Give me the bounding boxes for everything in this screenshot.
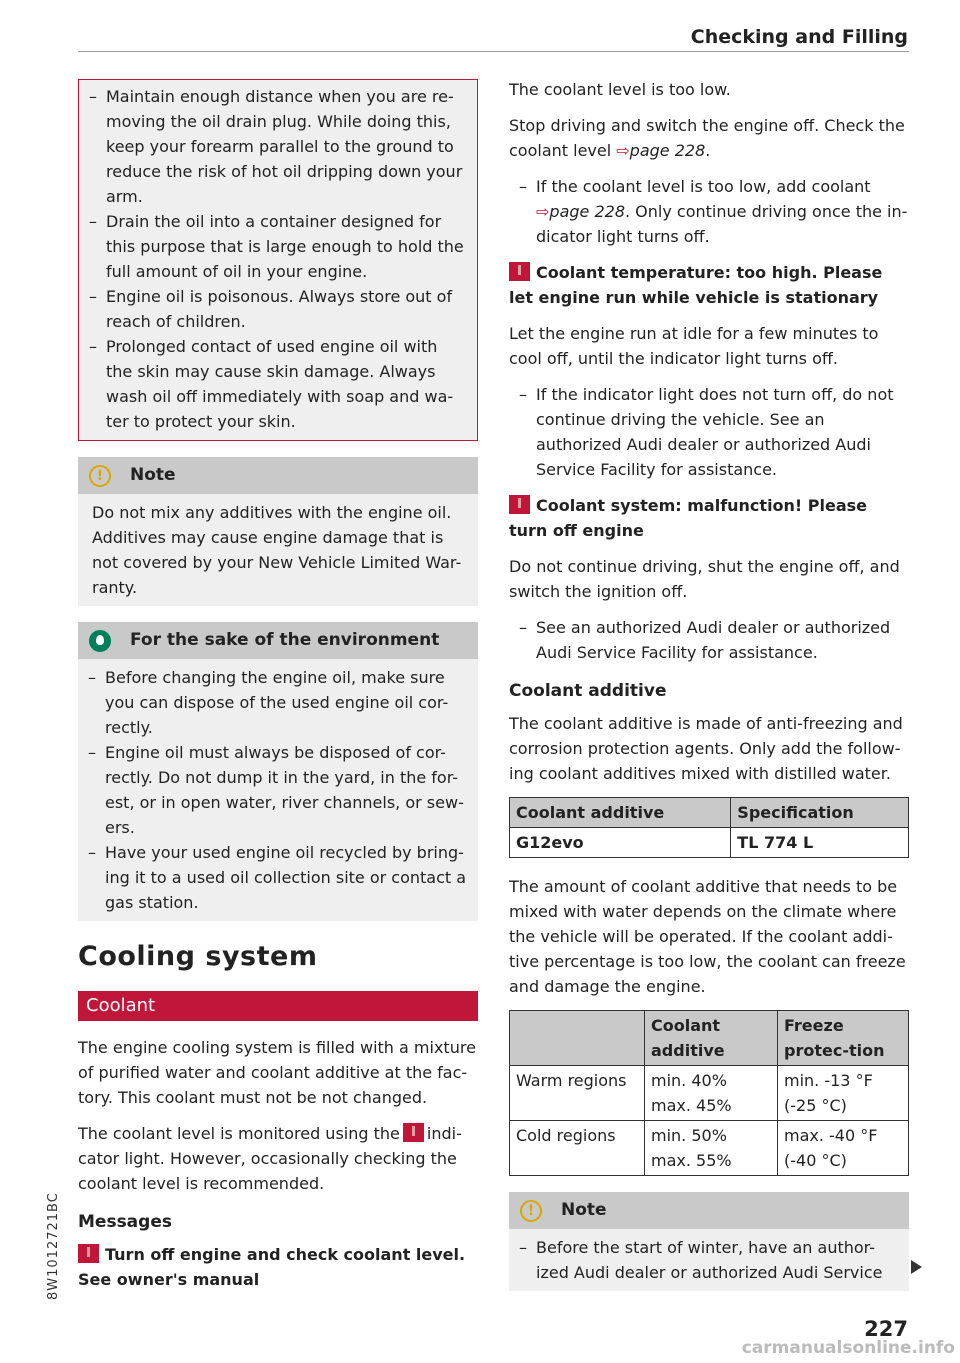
table-cell bbox=[645, 1121, 778, 1176]
coolant-subheading: Coolant bbox=[78, 991, 478, 1021]
environment-header bbox=[78, 622, 478, 659]
freeze-c: (-40 °C) bbox=[784, 1151, 847, 1170]
environment-title: For the sake of the environment bbox=[130, 630, 440, 650]
page-reference-link[interactable] bbox=[536, 202, 625, 221]
idle-paragraph: Let the engine run at idle for a few minutes to cool off, until the indicator light turns off. bbox=[509, 324, 879, 368]
page-ref-arrow-icon: ⇨ bbox=[536, 202, 550, 221]
table-row bbox=[510, 1121, 909, 1176]
note-box bbox=[78, 457, 478, 606]
freeze-protection-table bbox=[509, 1010, 909, 1176]
coolant-monitor-paragraph bbox=[78, 1121, 478, 1196]
coolant-warning-icon bbox=[509, 262, 530, 281]
message-title: Coolant temperature: too high. Please let engine run while vehicle is stationary bbox=[509, 263, 883, 307]
table-row bbox=[510, 828, 909, 858]
coolant-warning-icon bbox=[509, 495, 530, 514]
additive-min: min. 40% bbox=[651, 1071, 727, 1090]
page-ref-arrow-icon: ⇨ bbox=[616, 141, 630, 160]
environment-body bbox=[78, 659, 478, 921]
warning-item: – Drain the oil into a container designed for this purpose that is large enough to hold the full amount of oil in your engine. bbox=[79, 209, 465, 284]
page-ref-label: page 228 bbox=[549, 202, 625, 221]
section-title: Checking and Filling bbox=[690, 26, 908, 48]
mixture-paragraph: The amount of coolant additive that needs to be mixed with water depends on the climate where the vehicle will be operated. If the coolant addi-tive percentage is too low, the coolant can freeze and damage the engine. bbox=[509, 877, 906, 996]
note-body bbox=[509, 1229, 909, 1291]
messages-heading: Messages bbox=[78, 1212, 172, 1232]
shut-off-paragraph: Do not continue driving, shut the engine off, and switch the ignition off. bbox=[509, 557, 900, 601]
environment-item: – Before changing the engine oil, make sure you can dispose of the used engine oil cor-rectly. bbox=[78, 665, 468, 740]
document-code: 8W1012721BC bbox=[46, 1192, 61, 1300]
environment-item: – Engine oil must always be disposed of cor-rectly. Do not dump it in the yard, in the for-est, or in open water, river channels, or sew-ers. bbox=[78, 740, 468, 840]
note-header bbox=[78, 457, 478, 494]
warning-item: – Maintain enough distance when you are re-moving the oil drain plug. While doing this, keep your forearm parallel to the ground to reduce the risk of hot oil dripping down your arm. bbox=[79, 84, 465, 209]
warning-box bbox=[78, 79, 478, 441]
table-cell bbox=[778, 1121, 909, 1176]
table-cell bbox=[645, 1066, 778, 1121]
message-title: Coolant system: malfunction! Please turn off engine bbox=[509, 496, 868, 540]
environment-icon bbox=[89, 630, 111, 652]
page-number: 227 bbox=[864, 1317, 908, 1341]
table-cell: G12evo bbox=[510, 828, 731, 858]
message-low-coolant bbox=[78, 1242, 478, 1292]
page-ref-label: page 228 bbox=[629, 141, 706, 160]
environment-item: – Have your used engine oil recycled by bring-ing it to a used oil collection site or contact a gas station. bbox=[78, 840, 468, 915]
table-header-row bbox=[510, 1011, 909, 1066]
freeze-f: min. -13 °F bbox=[784, 1071, 873, 1090]
table-cell: Cold regions bbox=[510, 1121, 645, 1176]
additive-min: min. 50% bbox=[651, 1126, 727, 1145]
cooling-system-heading: Cooling system bbox=[78, 941, 318, 972]
table-cell bbox=[778, 1066, 909, 1121]
page-reference-link[interactable] bbox=[616, 141, 705, 160]
note-title: Note bbox=[561, 1200, 607, 1220]
note-icon: ! bbox=[89, 465, 111, 487]
freeze-c: (-25 °C) bbox=[784, 1096, 847, 1115]
coolant-additive-heading: Coolant additive bbox=[509, 681, 667, 701]
watermark: carmanualsonline.info bbox=[741, 1338, 955, 1358]
note-title: Note bbox=[130, 465, 176, 485]
table-header-row bbox=[510, 798, 909, 828]
environment-box bbox=[78, 622, 478, 921]
stop-driving-paragraph bbox=[509, 113, 909, 163]
table-cell: TL 774 L bbox=[731, 828, 909, 858]
left-column bbox=[78, 79, 478, 1303]
sentence-end: . bbox=[705, 141, 711, 160]
monitor-text-after: indi-cator light. However, occasionally checking the coolant level is recommended. bbox=[78, 1124, 462, 1193]
continue-arrow-icon bbox=[911, 1260, 922, 1274]
coolant-intro: The engine cooling system is filled with a mixture of purified water and coolant additive at the fac-tory. This coolant must not be not changed. bbox=[78, 1038, 476, 1107]
additive-paragraph: The coolant additive is made of anti-freezing and corrosion protection agents. Only add the follow-ing coolant additives mixed with distilled water. bbox=[509, 714, 903, 783]
specification-table bbox=[509, 797, 909, 858]
additive-max: max. 45% bbox=[651, 1096, 732, 1115]
add-coolant-text: If the coolant level is too low, add coolant bbox=[536, 177, 871, 196]
additive-max: max. 55% bbox=[651, 1151, 732, 1170]
freeze-f: max. -40 °F bbox=[784, 1126, 878, 1145]
table-header: Coolant additive bbox=[645, 1011, 778, 1066]
table-cell: Warm regions bbox=[510, 1066, 645, 1121]
table-row bbox=[510, 1066, 909, 1121]
coolant-warning-icon bbox=[78, 1244, 99, 1263]
monitor-text-before: The coolant level is monitored using the bbox=[78, 1124, 400, 1143]
note-header bbox=[509, 1192, 909, 1229]
list-item bbox=[509, 174, 909, 249]
note-item: – Before the start of winter, have an author-ized Audi dealer or authorized Audi Service bbox=[509, 1235, 899, 1285]
table-header: Freeze protec-tion bbox=[778, 1011, 909, 1066]
header-rule bbox=[78, 51, 909, 52]
table-header: Specification bbox=[731, 798, 909, 828]
table-header bbox=[510, 1011, 645, 1066]
table-header: Coolant additive bbox=[510, 798, 731, 828]
right-column bbox=[509, 77, 909, 1291]
stop-driving-text: Stop driving and switch the engine off. Check the coolant level bbox=[509, 116, 905, 160]
warning-item: – Engine oil is poisonous. Always store out of reach of children. bbox=[79, 284, 465, 334]
coolant-low-text: The coolant level is too low. bbox=[509, 80, 731, 99]
message-title: Turn off engine and check coolant level. See owner's manual bbox=[78, 1245, 466, 1289]
list-item: – If the indicator light does not turn off, do not continue driving the vehicle. See an authorized Audi dealer or authorized Audi Service Facility for assistance. bbox=[509, 382, 909, 482]
coolant-indicator-icon bbox=[403, 1123, 424, 1142]
note-icon: ! bbox=[520, 1200, 542, 1222]
list-item: – See an authorized Audi dealer or authorized Audi Service Facility for assistance. bbox=[509, 615, 909, 665]
note-body: Do not mix any additives with the engine oil. Additives may cause engine damage that is not covered by your New Vehicle Limited War-ranty. bbox=[92, 503, 462, 597]
warning-item: – Prolonged contact of used engine oil with the skin may cause skin damage. Always wash oil off immediately with soap and wa-ter to protect your skin. bbox=[79, 334, 465, 434]
message-coolant-malfunction bbox=[509, 493, 909, 543]
note-box bbox=[509, 1192, 909, 1291]
add-coolant-text-after: . Only continue driving once the in-dicator light turns off. bbox=[536, 202, 908, 246]
message-coolant-temperature bbox=[509, 260, 909, 310]
